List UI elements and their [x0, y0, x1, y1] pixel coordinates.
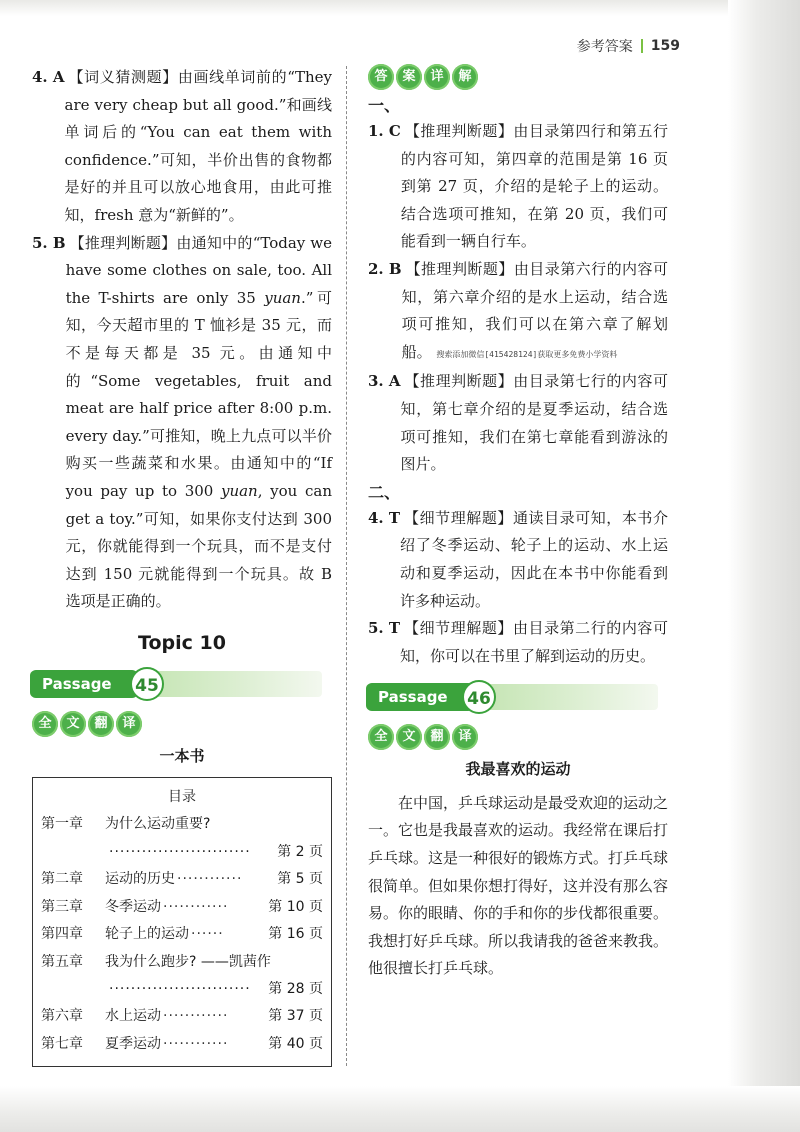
translation-badges [368, 724, 668, 750]
toc-name: 水上运动 [105, 1008, 161, 1025]
toc-row [41, 894, 323, 921]
badge-char: 翻 [424, 724, 450, 750]
answer-explanation: 由画线单词前的“They are very cheap but all good.”和画线单词后的“You can eat them with confidence.”可知，半价出售的食物都是好的并且可以放心地食用，由此可推知，fresh 意为“新鲜的”。 [64, 68, 332, 224]
section-heading-1: 一、 [368, 96, 401, 115]
badge-char: 详 [424, 64, 450, 90]
right-column [368, 64, 668, 983]
passage-label: Passage [30, 670, 138, 698]
question-type-tag: 【推理判断题】 [69, 233, 177, 252]
toc-chapter: 第一章 [41, 816, 83, 833]
toc-name: 我为什么跑步? ——凯茜作 [105, 953, 271, 970]
translation-badges [32, 711, 332, 737]
badge-char: 译 [116, 711, 142, 737]
column-divider [346, 66, 347, 1066]
answer-number: 4. T [368, 508, 401, 527]
answer-item-right-2 [368, 256, 668, 368]
answer-explanation: 由目录第二行的内容可知，你可以在书里了解到运动的历史。 [400, 619, 668, 665]
table-of-contents [32, 777, 332, 1067]
page-bottom-shadow [0, 1086, 800, 1132]
answer-body [401, 368, 668, 478]
answer-body [401, 118, 668, 256]
question-type-tag: 【细节理解题】 [404, 619, 513, 638]
answer-number: 2. B [368, 259, 402, 278]
header-separator [641, 39, 643, 53]
answer-explanation: 由目录第四行和第五行的内容可知，第四章的范围是第 16 页到第 27 页，介绍的是轮子上的运动。结合选项可推知，在第 20 页，我们可能看到一辆自行车。 [400, 122, 668, 251]
toc-dots: ·························· [109, 843, 251, 860]
answer-body [66, 230, 332, 616]
topic-title: Topic 10 [138, 631, 226, 654]
toc-dots: ············ [163, 898, 229, 915]
toc-page: 第 16 页 [268, 926, 323, 943]
passage-banner-45 [30, 667, 332, 701]
page-edge-shadow [728, 0, 800, 1132]
toc-row [41, 839, 323, 866]
badge-char: 全 [368, 724, 394, 750]
toc-page: 第 2 页 [277, 843, 323, 860]
answer-explanation: 通读目录可知，本书介绍了冬季运动、轮子上的运动、水上运动和夏季运动，因此在本书中你能看到许多种运动。 [400, 508, 668, 610]
badge-char: 答 [368, 64, 394, 90]
answer-explanation: 由目录第六行的内容可知，第六章介绍的是水上运动，结合选项可推知，我们可以在第六章了解划船。 [401, 259, 668, 361]
toc-name: 冬季运动 [105, 898, 161, 915]
toc-chapter: 第七章 [41, 1035, 83, 1052]
badge-char: 案 [396, 64, 422, 90]
badge-char: 翻 [88, 711, 114, 737]
toc-chapter: 第五章 [41, 953, 83, 970]
answer-item-right-5 [368, 615, 668, 670]
page-top-shade [0, 0, 728, 16]
answer-body [400, 505, 668, 615]
question-type-tag: 【推理判断题】 [404, 372, 514, 391]
italic-word: yuan [220, 481, 258, 500]
answer-number: 1. C [368, 122, 401, 140]
toc-page: 第 40 页 [268, 1035, 323, 1052]
answer-body [402, 256, 668, 368]
toc-dots: ············ [163, 1008, 229, 1025]
toc-row [41, 1003, 323, 1030]
answer-item-right-4 [368, 505, 668, 615]
answer-explanation-a: 由通知中的“Today we have some clothes on sale, too. All the T-shirts are only 35 [65, 233, 332, 307]
answer-number: 5. B [32, 233, 66, 252]
answer-item-right-3 [368, 368, 668, 478]
story-paragraph: 在中国，乒乓球运动是最受欢迎的运动之一。它也是我最喜欢的运动。我经常在课后打乒乓球。这是一种很好的锻炼方式。打乒乓球很简单。但如果你想打得好，这并没有那么容易。你的眼睛、你的手和你的步伐都很重要。我想打好乒乓球。所以我请我的爸爸来教我。他很擅长打乒乓球。 [368, 793, 669, 978]
toc-row [41, 1031, 323, 1058]
question-type-tag: 【推理判断题】 [405, 259, 514, 278]
toc-row [41, 921, 323, 948]
question-type-tag: 【推理判断题】 [404, 122, 514, 140]
question-type-tag: 【词义猜测题】 [68, 68, 178, 86]
badge-char: 文 [60, 711, 86, 737]
story-title: 我最喜欢的运动 [465, 760, 571, 779]
toc-row [41, 976, 323, 1003]
answer-number: 4. A [32, 68, 65, 86]
toc-chapter: 第四章 [41, 926, 83, 943]
toc-name: 为什么运动重要? [105, 816, 211, 833]
answer-item-left-4 [32, 64, 332, 230]
answer-number: 5. T [368, 619, 401, 638]
toc-dots: ············ [177, 871, 243, 888]
toc-chapter: 第三章 [41, 898, 83, 915]
toc-name: 夏季运动 [105, 1035, 161, 1052]
toc-row [41, 949, 323, 976]
header-label: 参考答案 [576, 39, 633, 55]
book-title: 一本书 [159, 747, 205, 766]
running-header [577, 36, 680, 56]
badge-char: 文 [396, 724, 422, 750]
answer-item-left-5 [32, 230, 332, 616]
answer-body [400, 615, 668, 670]
toc-name: 运动的历史 [105, 871, 175, 888]
answer-item-right-1 [368, 118, 668, 256]
answer-number: 3. A [368, 372, 401, 391]
watermark-text: 搜索添加微信[415428124]获取更多免费小学资料 [436, 349, 618, 359]
toc-page: 第 10 页 [268, 898, 323, 915]
toc-dots: ············ [163, 1035, 229, 1052]
answer-explanation-b: .”可知，今天超市里的 T 恤衫是 35 元，而不是每天都是 35 元。由通知中的“Some vegetables, fruit and meat are half price after 8:00 p.m. every day.”可推知，晚上九点可以半价购买一些蔬菜和水果。由通知中的“If you pay up to 300 [65, 288, 333, 500]
badge-char: 全 [32, 711, 58, 737]
page-number: 159 [650, 38, 680, 54]
toc-row [41, 811, 323, 838]
answer-explanation: 由目录第七行的内容可知，第七章介绍的是夏季运动，结合选项可推知，我们在第七章能看到游泳的图片。 [400, 372, 668, 474]
left-column [32, 64, 332, 1067]
answer-explanation-c: , you can get a toy.”可知，如果你支付达到 300 元，你就能得到一个玩具，而不是支付达到 150 元就能得到一个玩具。故 B 选项是正确的。 [65, 481, 332, 611]
passage-number: 45 [130, 667, 164, 701]
toc-chapter: 第二章 [41, 871, 83, 888]
answer-badges [368, 64, 668, 90]
toc-row [41, 866, 323, 893]
passage-number: 46 [462, 680, 496, 714]
toc-heading: 目录 [168, 789, 196, 806]
toc-page: 第 28 页 [268, 980, 323, 997]
passage-label: Passage [366, 683, 474, 711]
answer-body [65, 64, 332, 230]
question-type-tag: 【细节理解题】 [404, 508, 513, 527]
toc-dots: ······ [191, 926, 224, 943]
toc-page: 第 5 页 [277, 871, 323, 888]
section-heading-2: 二、 [368, 482, 401, 502]
toc-page: 第 37 页 [268, 1008, 323, 1025]
toc-name: 轮子上的运动 [105, 926, 189, 943]
badge-char: 解 [452, 64, 478, 90]
toc-dots: ·························· [109, 980, 251, 997]
passage-banner-46 [366, 680, 668, 714]
badge-char: 译 [452, 724, 478, 750]
italic-word: yuan [264, 288, 301, 307]
toc-chapter: 第六章 [41, 1008, 83, 1025]
